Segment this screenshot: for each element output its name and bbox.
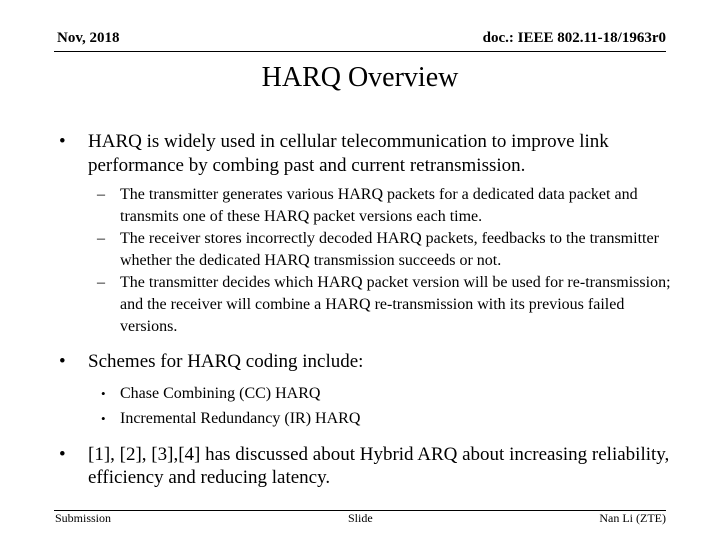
slide-body [57, 130, 677, 490]
bullet-marker: • [101, 385, 106, 401]
sub-bullet-incremental-redundancy [57, 406, 677, 431]
bullet-marker: • [59, 131, 66, 152]
header-doc-id: doc.: IEEE 802.11-18/1963r0 [482, 30, 666, 46]
bullet-text: Schemes for HARQ coding include: [88, 351, 364, 372]
footer-author: Nan Li (ZTE) [599, 511, 666, 525]
bullet-references [57, 443, 677, 490]
bullet-text: [1], [2], [3],[4] has discussed about Hybrid ARQ about increasing reliability, efficiency and reducing latency. [88, 443, 670, 488]
bullet-marker: • [59, 443, 66, 465]
bullet-harq-usage [57, 130, 677, 177]
footer-submission: Submission [55, 511, 112, 525]
sub-bullet-transmitter-generates [57, 184, 677, 228]
bullet-harq-schemes [57, 350, 677, 374]
header-date: Nov, 2018 [57, 30, 120, 46]
sub-bullet-text: The transmitter generates various HARQ packets for a dedicated data packet and transmits one of these HARQ packet versions each time. [120, 186, 638, 225]
bullet-marker: • [101, 410, 106, 426]
bullet-text: HARQ is widely used in cellular telecommunication to improve link performance by combing past and current retransmission. [88, 131, 609, 176]
sub-bullet-text: The receiver stores incorrectly decoded HARQ packets, feedbacks to the transmitter whether the dedicated HARQ transmission succeeds or not. [120, 230, 659, 269]
bullet-marker: • [59, 351, 66, 372]
dash-marker: – [97, 230, 105, 247]
dash-marker: – [97, 274, 105, 291]
sub-bullet-text: Chase Combining (CC) HARQ [120, 384, 321, 402]
slide-title: HARQ Overview [261, 62, 459, 93]
dash-marker: – [97, 186, 105, 203]
header-divider [54, 51, 666, 52]
sub-bullet-receiver-stores [57, 228, 677, 272]
sub-bullet-chase-combining [57, 381, 677, 406]
sub-bullet-text: The transmitter decides which HARQ packet version will be used for re-transmission; and the receiver will combine a HARQ re-transmission with its previous failed versions. [120, 274, 671, 335]
footer-slide-label: Slide [348, 511, 373, 525]
sub-bullet-transmitter-decides [57, 272, 677, 338]
sub-bullet-text: Incremental Redundancy (IR) HARQ [120, 409, 361, 427]
